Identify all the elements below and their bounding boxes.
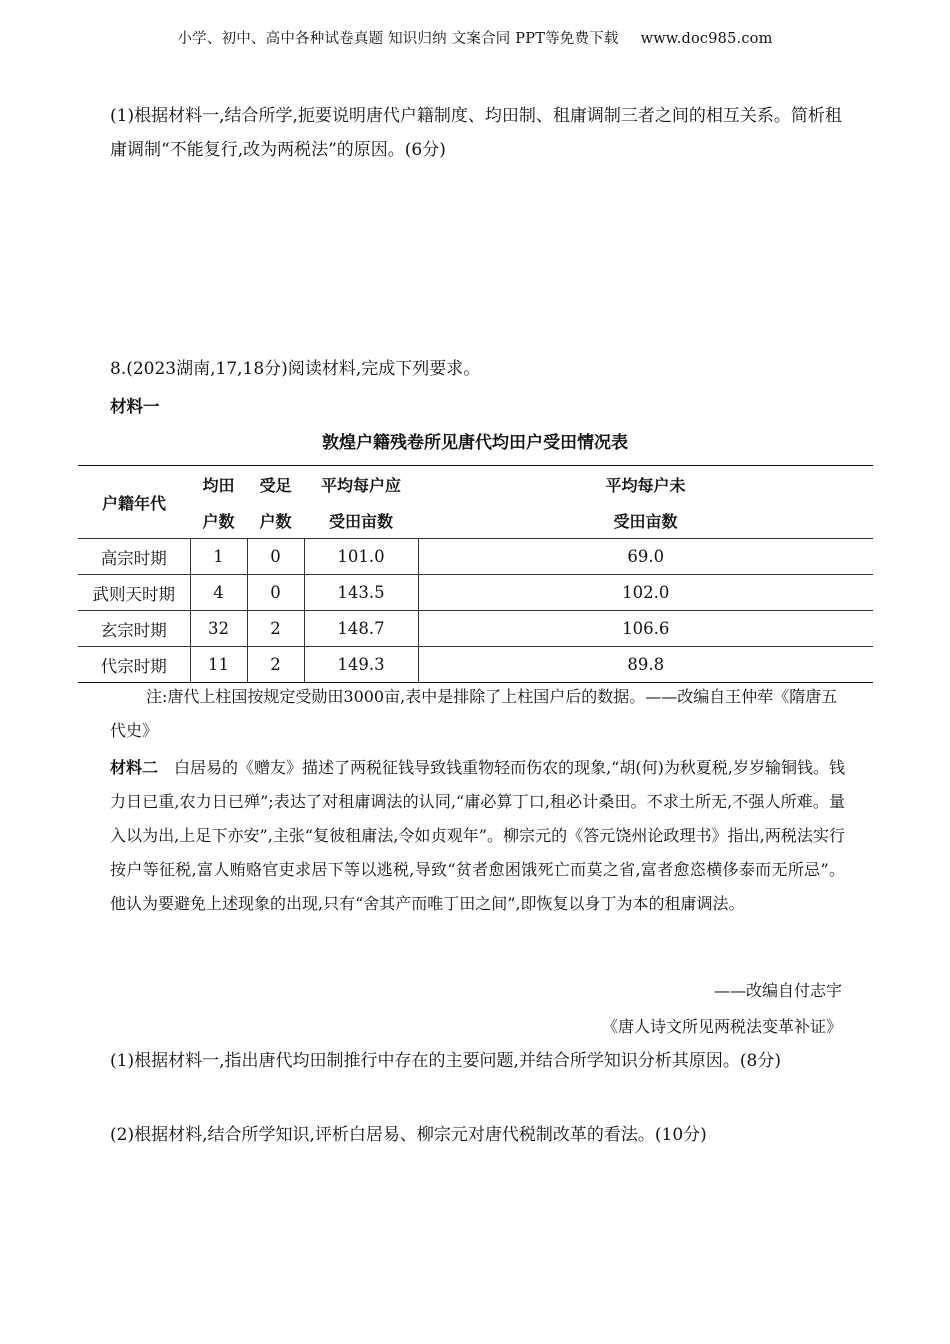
question-8-stem: 8.(2023湖南,17,18分)阅读材料,完成下列要求。 <box>110 359 481 379</box>
header-url[interactable]: www.doc985.com <box>640 31 773 47</box>
header-era: 户籍年代 <box>78 466 190 539</box>
header-households-bottom: 户数 <box>202 511 235 531</box>
cell-unreceived: 102.0 <box>418 575 873 611</box>
cell-era: 代宗时期 <box>78 647 190 683</box>
header-full-top: 受足 <box>247 466 304 503</box>
material-2-source-author: ——改编自付志宇 <box>713 981 842 1000</box>
cell-unreceived: 89.8 <box>418 647 873 683</box>
page-header <box>0 27 950 48</box>
material-2 <box>110 751 845 921</box>
cell-households: 1 <box>190 539 247 575</box>
cell-households: 32 <box>190 611 247 647</box>
header-unreceived-top: 平均每户未 <box>418 466 873 503</box>
header-full-bottom: 户数 <box>259 511 292 531</box>
cell-full: 2 <box>247 611 304 647</box>
cell-should: 148.7 <box>304 611 418 647</box>
sub-question-2: (2)根据材料,结合所学知识,评析白居易、柳宗元对唐代税制改革的看法。(10分) <box>110 1125 707 1145</box>
cell-households: 11 <box>190 647 247 683</box>
header-unreceived-bottom: 受田亩数 <box>613 511 678 531</box>
cell-should: 149.3 <box>304 647 418 683</box>
cell-era: 高宗时期 <box>78 539 190 575</box>
header-should-bottom: 受田亩数 <box>328 511 393 531</box>
material-2-source-title: 《唐人诗文所见两税法变革补证》 <box>601 1017 842 1036</box>
table-note: 注:唐代上柱国按规定受勋田3000亩,表中是排除了上柱国户后的数据。——改编自王仲荦《隋唐五代史》 <box>110 687 838 740</box>
cell-households: 4 <box>190 575 247 611</box>
cell-full: 0 <box>247 539 304 575</box>
cell-unreceived: 69.0 <box>418 539 873 575</box>
header-text: 小学、初中、高中各种试卷真题 知识归纳 文案合同 PPT等免费下载 <box>177 31 619 47</box>
cell-unreceived: 106.6 <box>418 611 873 647</box>
cell-should: 143.5 <box>304 575 418 611</box>
material-2-label: 材料二 <box>110 758 159 777</box>
header-households-top: 均田 <box>190 466 247 503</box>
material-2-text: 白居易的《赠友》描述了两税征钱导致钱重物轻而伤农的现象,“胡(何)为秋夏税,岁岁输铜钱。钱力日已重,农力日已殚”;表达了对租庸调法的认同,“庸必算丁口,租必计桑田。不求土所无,不强人所难。量入以为出,上足下亦安”,主张“复彼租庸法,令如贞观年”。柳宗元的《答元饶州论政理书》指出,两税法实行按户等征税,富人贿赂官吏求居下等以逃税,导致“贫者愈困饿死亡而莫之省,富者愈恣横侈泰而无所忌”。他认为要避免上述现象的出现,只有“舍其产而唯丁田之间”,即恢复以身丁为本的租庸调法。 <box>110 758 845 913</box>
cell-era: 武则天时期 <box>78 575 190 611</box>
material-1-label: 材料一 <box>110 397 160 416</box>
cell-full: 2 <box>247 647 304 683</box>
table-row <box>78 611 873 647</box>
sub-question-1: (1)根据材料一,指出唐代均田制推行中存在的主要问题,并结合所学知识分析其原因。(8分) <box>110 1051 781 1071</box>
cell-era: 玄宗时期 <box>78 611 190 647</box>
prev-question-part1: (1)根据材料一,结合所学,扼要说明唐代户籍制度、均田制、租庸调制三者之间的相互关系。简析租庸调制“不能复行,改为两税法”的原因。(6分) <box>110 106 842 160</box>
table-row <box>78 575 873 611</box>
header-should-top: 平均每户应 <box>304 466 418 503</box>
table-row <box>78 647 873 683</box>
table-caption: 敦煌户籍残卷所见唐代均田户受田情况表 <box>322 433 628 453</box>
cell-should: 101.0 <box>304 539 418 575</box>
cell-full: 0 <box>247 575 304 611</box>
land-allocation-table <box>78 465 873 683</box>
table-row <box>78 539 873 575</box>
